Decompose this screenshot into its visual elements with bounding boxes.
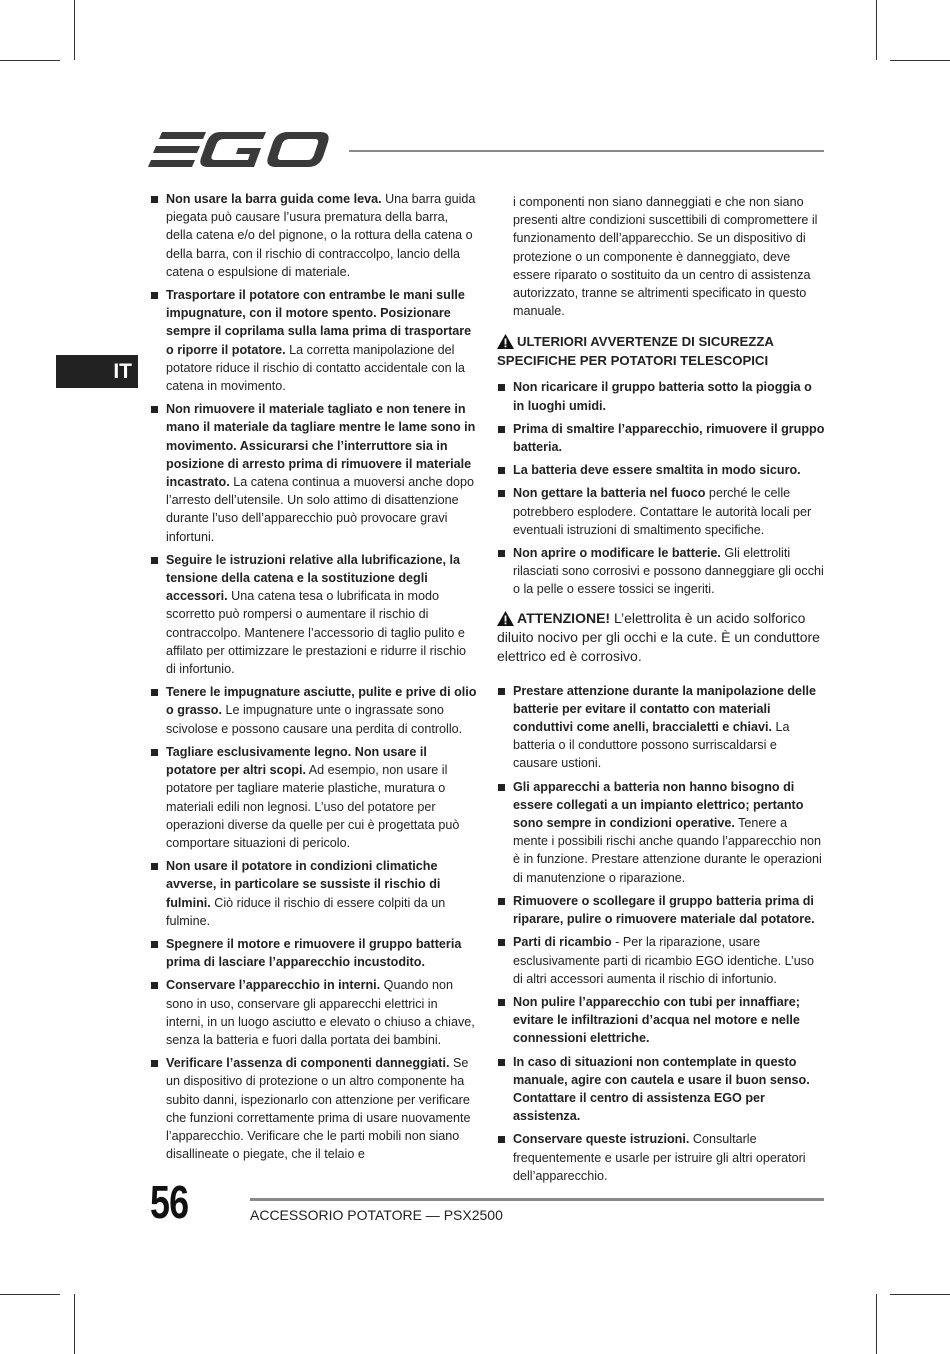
bullet-square-icon <box>498 467 505 474</box>
continuation-paragraph: i componenti non siano danneggiati e che non siano presenti altre condizioni suscettibili di compromettere il funzionamento dell’apparecchio. Se un dispositivo di protezione o un componente è danneggiato, deve essere riparato o sostituito da un centro di assistenza autorizzato, tranne se altrimenti specificato in questo manuale. <box>513 195 818 319</box>
bullet-item <box>497 993 825 1048</box>
bullet-item <box>497 933 825 988</box>
crop-mark <box>890 60 950 61</box>
bullet-item <box>150 976 478 1049</box>
bullet-bold-text: Rimuovere o scollegare il gruppo batteria prima di riparare, pulire o rimuovere materiale dal potatore. <box>513 893 815 927</box>
bullet-item <box>497 484 825 539</box>
bullet-square-icon <box>151 1060 158 1067</box>
bullet-square-icon <box>151 196 158 203</box>
footer-title: ACCESSORIO POTATORE — PSX2500 <box>250 1207 503 1223</box>
bullet-item <box>150 551 478 678</box>
bullet-square-icon <box>498 1136 505 1143</box>
bullet-square-icon <box>151 292 158 299</box>
header-rule <box>349 150 824 152</box>
final-warnings-list <box>497 682 825 1185</box>
bullet-item <box>497 461 825 479</box>
bullet-square-icon <box>151 863 158 870</box>
warning-icon <box>497 611 514 626</box>
bullet-item <box>497 778 825 887</box>
bullet-item <box>497 420 825 456</box>
bullet-item <box>150 1054 478 1163</box>
bullet-bold-text: Prima di smaltire l’apparecchio, rimuovere il gruppo batteria. <box>513 421 825 455</box>
crop-mark <box>74 1294 75 1354</box>
bullet-item <box>150 400 478 546</box>
bullet-square-icon <box>151 406 158 413</box>
bullet-bold-text: Non gettare la batteria nel fuoco <box>513 486 706 501</box>
section-heading-text: ULTERIORI AVVERTENZE DI SICUREZZA SPECIFICHE PER POTATORI TELESCOPICI <box>497 334 774 369</box>
footer-rule <box>250 1198 824 1201</box>
language-tab-label: IT <box>113 359 132 383</box>
bullet-square-icon <box>151 941 158 948</box>
bullet-bold-text: Conservare l’apparecchio in interni. <box>166 978 381 993</box>
bullet-text: Gli elettroliti rilasciati sono corrosivi e possono danneggiare gli occhi o la pelle o essere tossici se ingeriti. <box>513 546 824 597</box>
attention-text: L’elettrolita è un acido solforico diluito nocivo per gli occhi e la cute. È un conduttore elettrico ed è corrosivo. <box>497 609 820 664</box>
bullet-text: Ad esempio, non usare il potatore per tagliare materie plastiche, muratura o materiali edili non legnosi. L’uso del potatore per operazioni diverse da quelle per cui è progettata può comportare situazioni di pericolo. <box>166 763 460 850</box>
bullet-square-icon <box>498 384 505 391</box>
bullet-item <box>497 1130 825 1185</box>
bullet-bold-text: Trasportare il potatore con entrambe le mani sulle impugnature, con il motore spento. Posizionare sempre il coprilama sulla lama prima di trasportare o riporre il potatore. <box>166 288 472 357</box>
bullet-square-icon <box>498 426 505 433</box>
bullet-item <box>497 892 825 928</box>
section-heading <box>497 332 825 370</box>
attention-notice <box>497 609 825 666</box>
bullet-square-icon <box>498 898 505 905</box>
bullet-square-icon <box>498 688 505 695</box>
bullet-bold-text: Spegnere il motore e rimuovere il gruppo batteria prima di lasciare l’apparecchio incustodito. <box>166 936 462 970</box>
page-number: 56 <box>150 1176 189 1228</box>
bullet-bold-text: Prestare attenzione durante la manipolazione delle batterie per evitare il contatto con materiali conduttivi come anelli, braccialetti e chiavi. <box>513 683 817 735</box>
bullet-square-icon <box>498 1059 505 1066</box>
bullet-item <box>497 682 825 773</box>
crop-mark <box>0 1294 60 1295</box>
ego-logo <box>148 128 330 172</box>
bullet-bold-text: Non rimuovere il materiale tagliato e non tenere in mano il materiale da tagliare mentre le lame sono in movimento. Assicurarsi che l’interruttore sia in posizione di arresto prima di rimuovere il materiale incastrato. <box>166 402 476 490</box>
bullet-text: Una barra guida piegata può causare l’usura prematura della barra, della catena e/o del pignone, o la rottura della catena o della barra, con il rischio di contraccolpo, lancio della catena o espulsione di materiale. <box>166 192 476 279</box>
bullet-square-icon <box>151 982 158 989</box>
bullet-text: Ciò riduce il rischio di essere colpiti da un fulmine. <box>166 895 446 928</box>
bullet-item <box>150 683 478 738</box>
bullet-text: perché le celle potrebbero esplodere. Contattare le autorità locali per eventuali istruzioni di smaltimento specifiche. <box>513 486 812 537</box>
bullet-item <box>150 935 478 971</box>
bullet-square-icon <box>151 749 158 756</box>
bullet-square-icon <box>498 999 505 1006</box>
bullet-bold-text: Non usare il potatore in condizioni climatiche avverse, in particolare se sussiste il rischio di fulmini. <box>166 859 441 910</box>
bullet-item <box>150 857 478 930</box>
bullet-square-icon <box>151 689 158 696</box>
bullet-bold-text: Seguire le istruzioni relative alla lubrificazione, la tensione della catena e la sostituzione degli accessori. <box>166 552 460 604</box>
bullet-square-icon <box>151 557 158 564</box>
language-tab <box>56 355 138 388</box>
bullet-text: Consultarle frequentemente e usarle per istruire gli altri operatori dell’apparecchio. <box>513 1132 806 1183</box>
bullet-text: La catena continua a muoversi anche dopo l’arresto dell’utensile. Un solo attimo di disattenzione durante l’uso dell’apparecchio può provocare gravi infortuni. <box>166 475 475 544</box>
bullet-bold-text: Verificare l’assenza di componenti danneggiati. <box>166 1056 450 1071</box>
crop-mark <box>890 1294 950 1295</box>
bullet-text: La batteria o il conduttore possono surriscaldarsi e causare ustioni. <box>513 720 790 771</box>
crop-mark <box>876 1294 877 1354</box>
crop-mark <box>74 0 75 60</box>
crop-mark <box>0 60 60 61</box>
bullet-bold-text: Non aprire o modificare le batterie. <box>513 546 721 561</box>
bullet-square-icon <box>498 550 505 557</box>
bullet-bold-text: Parti di ricambio <box>513 935 612 950</box>
battery-warnings-list <box>497 378 825 598</box>
bullet-bold-text: Non usare la barra guida come leva. <box>166 192 382 206</box>
bullet-item <box>150 743 478 852</box>
bullet-bold-text: La batteria deve essere smaltita in modo sicuro. <box>513 463 801 478</box>
bullet-bold-text: Tagliare esclusivamente legno. Non usare il potatore per altri scopi. <box>166 744 427 778</box>
bullet-bold-text: Conservare queste istruzioni. <box>513 1132 690 1147</box>
bullet-item <box>497 1053 825 1126</box>
right-column <box>497 193 825 1190</box>
bullet-item <box>497 378 825 414</box>
crop-mark <box>876 0 877 60</box>
bullet-text: Se un dispositivo di protezione o un altro componente ha subito danni, ispezionarlo con attenzione per verificare che funzioni correttamente prima di usare nuovamente l’apparecchio. Verificare che le parti mobili non siano disallineate o piegate, che il telaio e <box>166 1056 471 1162</box>
bullet-text: - Per la riparazione, usare esclusivamente parti di ricambio EGO identiche. L’uso di altri accessori aumenta il rischio di infortunio. <box>513 935 814 986</box>
bullet-text: La corretta manipolazione del potatore riduce il rischio di contatto accidentale con la catena in movimento. <box>166 342 465 394</box>
bullet-item <box>497 544 825 599</box>
bullet-square-icon <box>498 490 505 497</box>
bullet-bold-text: Gli apparecchi a batteria non hanno bisogno di essere collegati a un impianto elettrico; pertanto sono sempre in condizioni operative. <box>513 779 804 831</box>
bullet-item <box>150 286 478 395</box>
bullet-bold-text: Tenere le impugnature asciutte, pulite e prive di olio o grasso. <box>166 685 477 718</box>
warning-icon <box>497 334 514 349</box>
bullet-text: Una catena tesa o lubrificata in modo scorretto può rompersi o aumentare il rischio di contraccolpo. Mantenere l’accessorio di taglio pulito e affilato per ottimizzare le prestazioni e ridurre il rischio di infortunio. <box>166 589 467 677</box>
bullet-square-icon <box>498 939 505 946</box>
bullet-bold-text: In caso di situazioni non contemplate in questo manuale, agire con cautela e usare il buon senso. Contattare il centro di assistenza EGO per assistenza. <box>513 1054 810 1124</box>
bullet-bold-text: Non pulire l’apparecchio con tubi per innaffiare; evitare le infiltrazioni d’acqua nel motore e nelle connessioni elettriche. <box>513 994 800 1046</box>
bullet-square-icon <box>498 784 505 791</box>
attention-label: ATTENZIONE! <box>517 609 611 626</box>
bullet-bold-text: Non ricaricare il gruppo batteria sotto la pioggia o in luoghi umidi. <box>513 380 812 413</box>
left-column <box>150 190 478 1168</box>
bullet-item <box>150 190 478 281</box>
bullet-text: Quando non sono in uso, conservare gli apparecchi elettrici in interni, in un luogo asciutto e elevato o chiuso a chiave, senza la batteria e fuori dalla portata dei bambini. <box>166 978 475 1047</box>
bullet-text: Tenere a mente i possibili rischi anche quando l’apparecchio non è in funzione. Prestare attenzione durante le operazioni di manutenzione o riparazione. <box>513 816 822 885</box>
bullet-text: Le impugnature unte o ingrassate sono scivolose e possono causare una perdita di controllo. <box>166 703 463 736</box>
